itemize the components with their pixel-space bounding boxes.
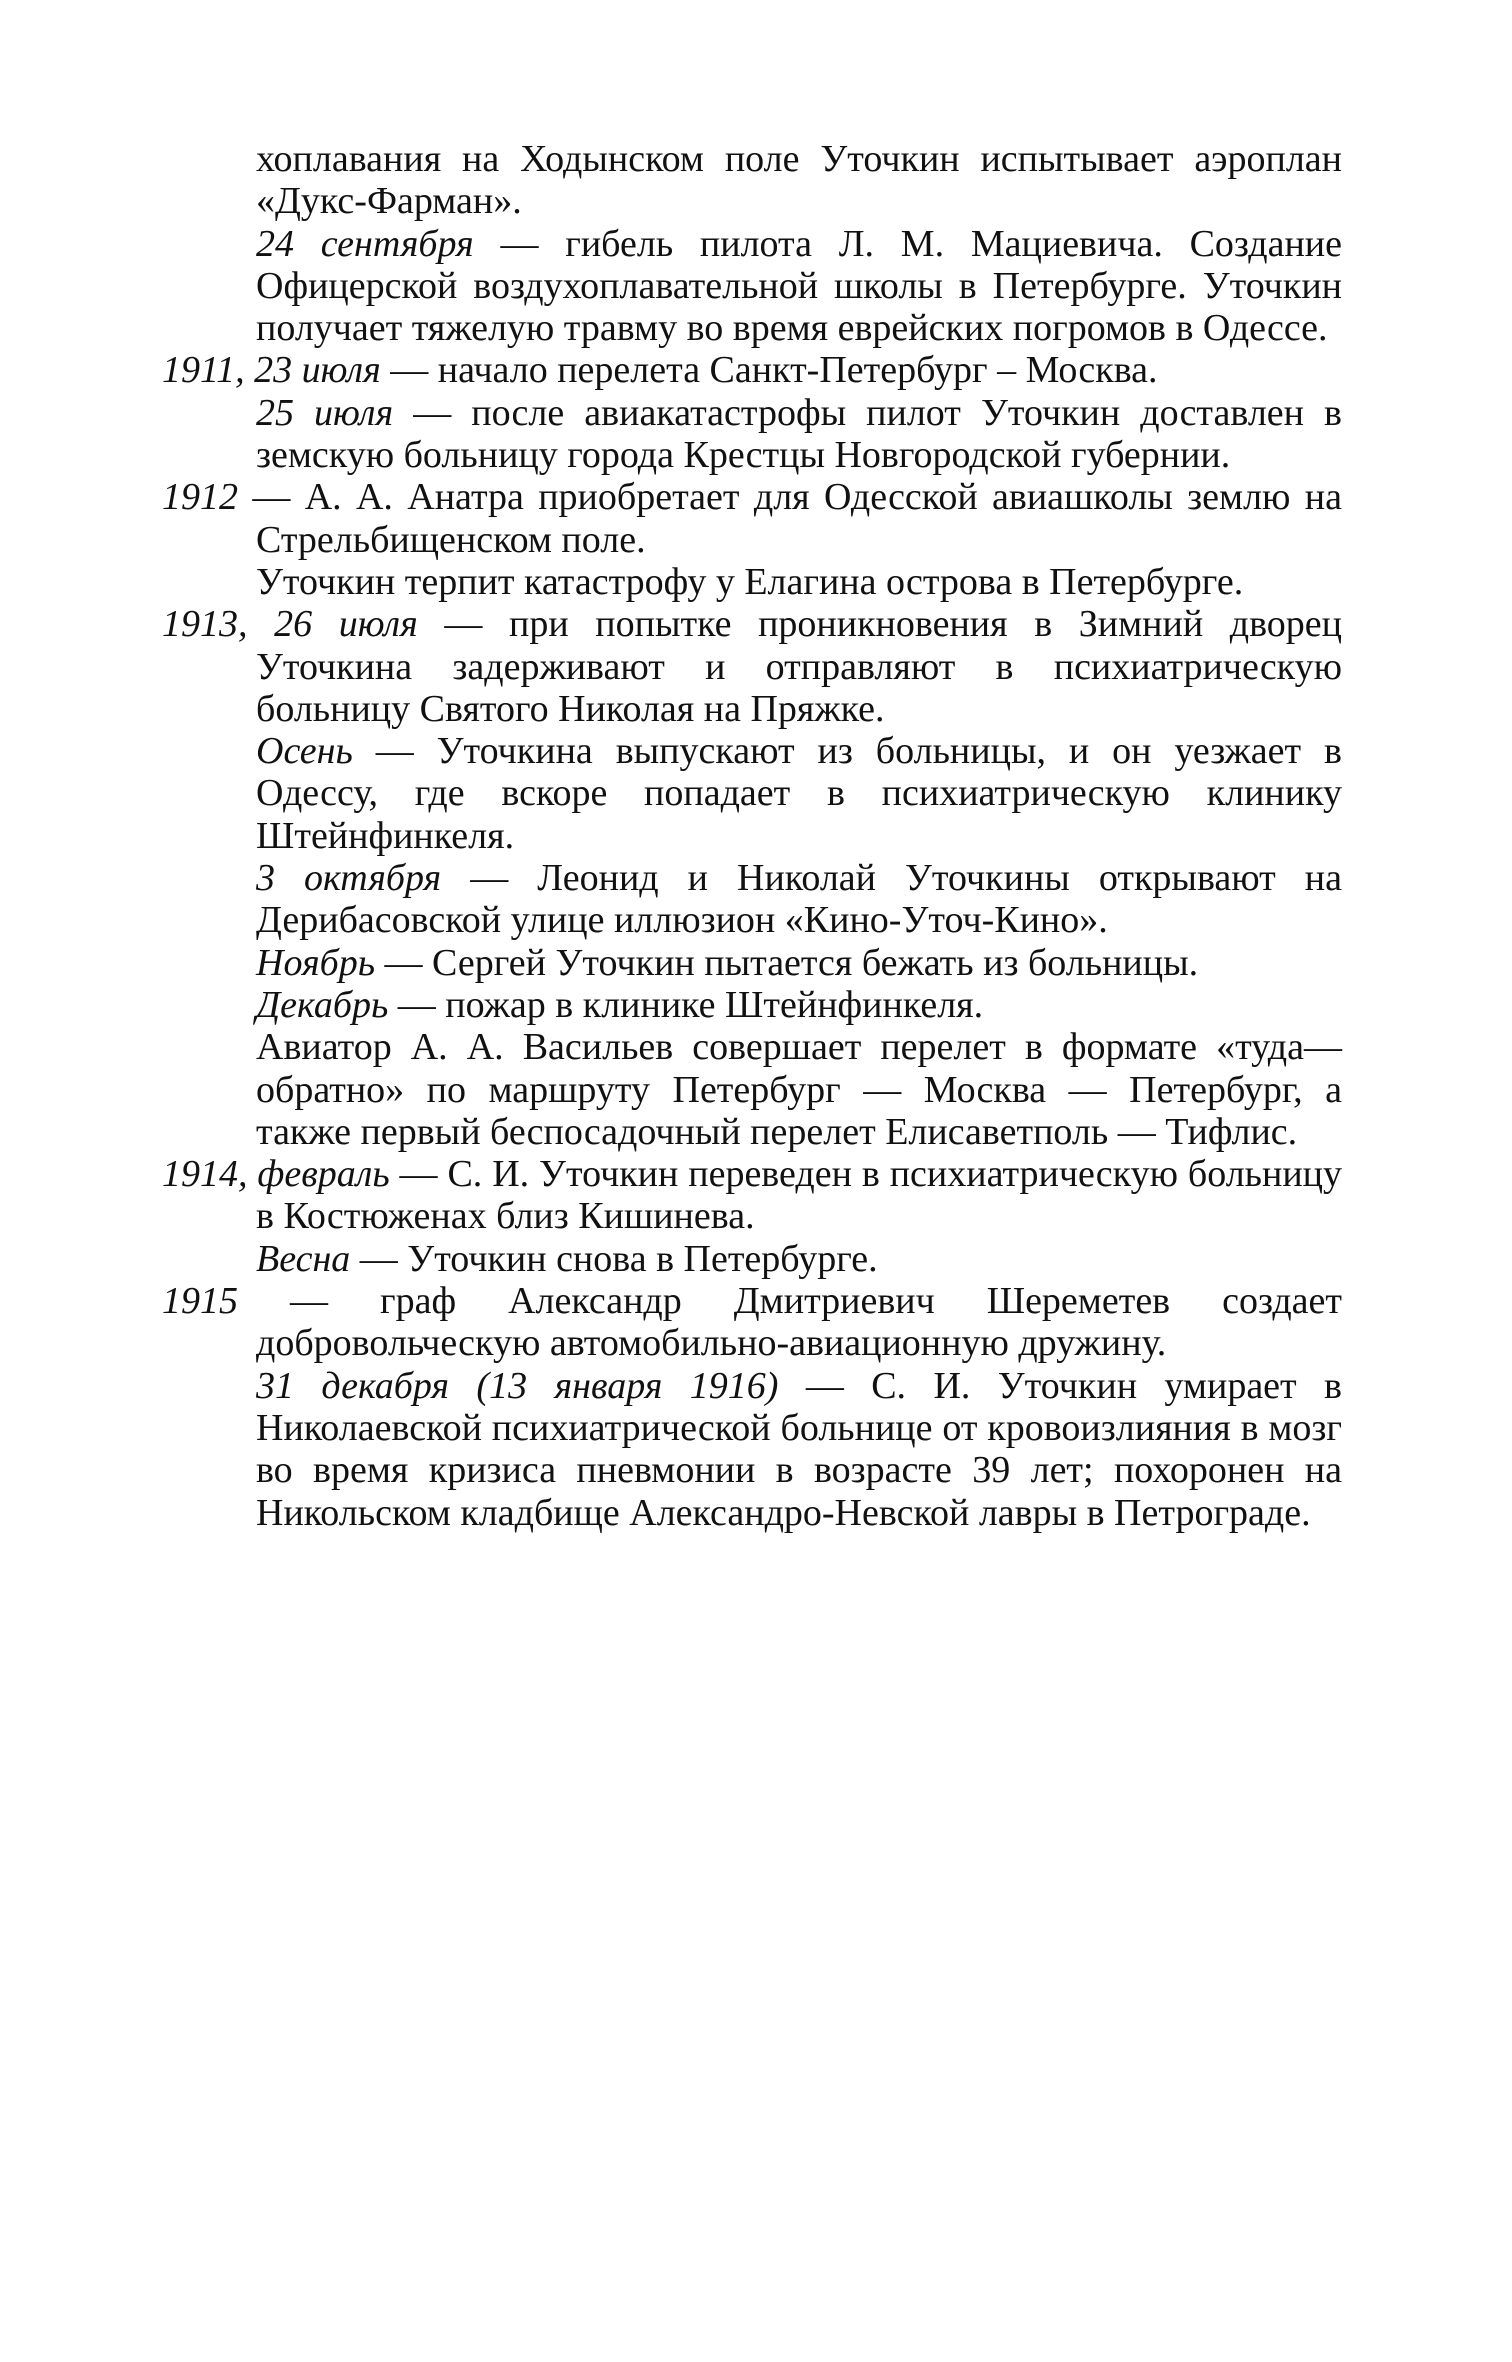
chronology-paragraph [162, 1238, 1342, 1280]
date-label: Ноябрь [256, 941, 376, 984]
chronology-paragraph [162, 223, 1342, 350]
paragraph-text: — А. А. Анатра приобретает для Одесской авиашколы землю на Стрельбищенском поле. [238, 476, 1342, 561]
chronology-entry [162, 349, 1342, 391]
chronology-paragraph [162, 942, 1342, 984]
paragraph-text: — Уточкин снова в Петербурге. [350, 1237, 878, 1280]
date-label: 25 июля [256, 391, 394, 434]
date-label: 1912 [162, 476, 238, 519]
paragraph-text: Уточкин терпит катастрофу у Елагина острова в Петербурге. [256, 560, 1244, 603]
date-label: 1914, февраль [162, 1153, 390, 1196]
date-label: 24 сентября [256, 222, 474, 265]
date-label: Весна [256, 1237, 351, 1280]
paragraph-text: — после авиакатастрофы пилот Уточкин доставлен в земскую больницу города Крестцы Новгородской губернии. [256, 391, 1342, 477]
chronology-paragraph [162, 392, 1342, 477]
date-label: 1915 [162, 1280, 238, 1323]
paragraph-text: Авиатор А. А. Васильев совершает перелет в формате «туда— обратно» по маршруту Петербург — Москва — Петербург, а также первый беспосадочный перелет Елисаветполь — Тифлис. [256, 1026, 1342, 1153]
paragraph-text: — Сергей Уточкин пытается бежать из больницы. [375, 941, 1199, 984]
chronology-paragraph [162, 138, 1342, 223]
chronology-paragraph [162, 857, 1342, 942]
paragraph-text: — Уточкина выпускают из больницы, и он уезжает в Одессу, где вскоре попадает в психиатрическую клинику Штейнфинкеля. [256, 730, 1342, 857]
date-label: 31 декабря (13 января 1916) [256, 1364, 779, 1407]
date-label: Осень [256, 730, 353, 773]
chronology-paragraph [162, 984, 1342, 1026]
paragraph-text: хоплавания на Ходынском поле Уточкин испытывает аэроплан «Дукс-Фарман». [256, 138, 1342, 223]
paragraph-text: — С. И. Уточкин переведен в психиатрическую больницу в Костюженах близ Кишинева. [256, 1153, 1343, 1238]
chronology-text [162, 138, 1342, 1534]
chronology-paragraph [162, 730, 1342, 857]
chronology-paragraph [162, 561, 1342, 603]
paragraph-text: — пожар в клинике Штейнфинкеля. [388, 983, 984, 1026]
paragraph-text: — граф Александр Дмитриевич Шереметев создает добровольческую автомобильно-авиационную дружину. [238, 1280, 1342, 1365]
chronology-paragraph [162, 1026, 1342, 1153]
paragraph-text: — Леонид и Николай Уточкины открывают на Дерибасовской улице иллюзион «Кино-Уточ-Кино». [256, 857, 1342, 942]
paragraph-text: — гибель пилота Л. М. Мациевича. Создание Офицерской воздухоплавательной школы в Петербурге. Уточкин получает тяжелую травму во время еврейских погромов в Одессе. [256, 222, 1342, 350]
date-label: 3 октября [256, 857, 442, 900]
chronology-entry [162, 476, 1342, 561]
date-label: 1913, 26 июля [162, 603, 418, 646]
paragraph-text: — начало перелета Санкт-Петербург – Москва. [380, 349, 1158, 392]
chronology-entry [162, 1153, 1342, 1238]
paragraph-text: — при попытке проникновения в Зимний дворец Уточкина задерживают и отправляют в психиатрическую больницу Святого Николая на Пряжке. [256, 603, 1342, 730]
chronology-entry [162, 1280, 1342, 1365]
chronology-entry [162, 603, 1342, 730]
date-label: Декабрь [256, 983, 389, 1026]
paragraph-text: — С. И. Уточкин умирает в Николаевской психиатрической больнице от кровоизлияния в мозг во время кризиса пневмонии в возрасте 39 лет; похоронен на Никольском кладбище Александро-Невской лавры в Петрограде. [256, 1364, 1342, 1534]
chronology-paragraph [162, 1365, 1342, 1534]
date-label: 1911, 23 июля [162, 349, 381, 392]
